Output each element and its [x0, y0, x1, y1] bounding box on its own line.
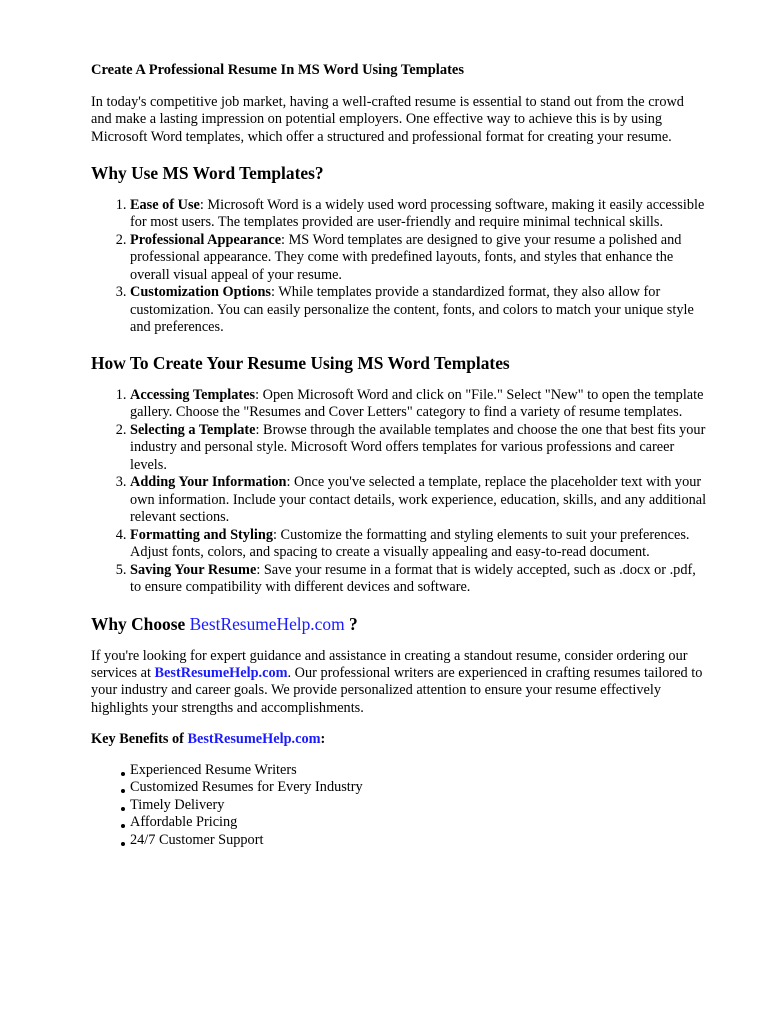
heading-prefix: Why Choose — [91, 613, 190, 634]
why-use-list — [91, 197, 708, 337]
list-item — [130, 474, 708, 527]
list-item — [130, 527, 708, 562]
list-item-term: Accessing Templates — [130, 386, 256, 403]
list-item — [130, 387, 708, 422]
paragraph-text: . Our professional writers are experienced in crafting resumes tailored to your industry and career goals. We provide personalized attention to ensure your resume effectively highlights your strengths and accomplishments. — [91, 665, 703, 716]
list-item — [130, 422, 708, 475]
list-item: Experienced Resume Writers — [121, 762, 708, 779]
list-item-text: : MS Word templates are designed to give your resume a polished and professional appearance. They come with predefined layouts, fonts, and styles that enhance the overall visual appeal of your resume. — [130, 231, 682, 283]
list-item-text: : Microsoft Word is a widely used word processing software, making it easily accessible for most users. The templates provided are user-friendly and require minimal technical skills. — [130, 196, 705, 231]
list-item-text: : Open Microsoft Word and click on "File." Select "New" to open the template gallery. Choose the "Resumes and Cover Letters" category to find a variety of resume templates. — [130, 386, 704, 421]
list-item-term: Ease of Use — [130, 196, 200, 213]
section-heading-how-to: How To Create Your Resume Using MS Word Templates — [91, 352, 510, 373]
list-item-text: : While templates provide a standardized format, they also allow for customization. You can easily personalize the content, fonts, and colors to match your unique style and preferences. — [130, 284, 694, 336]
bestresumehelp-inline-link[interactable]: BestResumeHelp.com — [154, 665, 288, 682]
heading-suffix: ? — [344, 613, 358, 634]
how-to-list — [91, 387, 708, 597]
list-item-term: Saving Your Resume — [130, 561, 257, 578]
list-item — [130, 197, 708, 232]
intro-paragraph: In today's competitive job market, having a well-crafted resume is essential to stand out from the crowd and make a lasting impression on potential employers. One effective way to achieve this is by using Microsoft Word templates, which offer a structured and professional format for creating your resume. — [91, 94, 684, 145]
section-heading-why-use: Why Use MS Word Templates? — [91, 162, 324, 183]
key-benefits-heading — [91, 731, 708, 748]
why-choose-paragraph — [91, 648, 708, 717]
key-benefits-list — [91, 762, 708, 849]
list-item: 24/7 Customer Support — [121, 832, 708, 849]
list-item: Affordable Pricing — [121, 814, 708, 831]
list-item — [130, 284, 708, 337]
list-item-term: Professional Appearance — [130, 231, 282, 248]
list-item-text: : Customize the formatting and styling elements to suit your preferences. Adjust fonts, colors, and spacing to create a visually appealing and easy-to-read document. — [130, 526, 690, 561]
list-item-term: Formatting and Styling — [130, 526, 273, 543]
section-heading-why-choose — [91, 614, 708, 634]
list-item-term: Adding Your Information — [130, 474, 287, 491]
list-item-text: : Once you've selected a template, replace the placeholder text with your own information. Include your contact details, work experience, education, skills, and any additional relevant sections. — [130, 474, 707, 526]
bestresumehelp-benefits-link[interactable]: BestResumeHelp.com — [187, 731, 321, 748]
list-item: Timely Delivery — [121, 797, 708, 814]
list-item — [130, 232, 708, 285]
list-item — [130, 562, 708, 597]
paragraph-text: If you're looking for expert guidance and assistance in creating a standout resume, consider ordering our services at — [91, 647, 688, 682]
heading-prefix: Key Benefits of — [91, 731, 188, 748]
heading-suffix: : — [320, 731, 326, 748]
list-item-term: Selecting a Template — [130, 421, 256, 438]
list-item-text: : Browse through the available templates and choose the one that best fits your industry and personal style. Microsoft Word offers templates for various professions and career levels. — [130, 421, 706, 473]
list-item-text: : Save your resume in a format that is widely accepted, such as .docx or .pdf, to ensure compatibility with different devices and software. — [130, 561, 696, 596]
list-item: Customized Resumes for Every Industry — [121, 779, 708, 796]
bestresumehelp-heading-link[interactable]: BestResumeHelp.com — [189, 613, 345, 634]
list-item-term: Customization Options — [130, 284, 272, 301]
document-title: Create A Professional Resume In MS Word Using Templates — [91, 62, 464, 78]
